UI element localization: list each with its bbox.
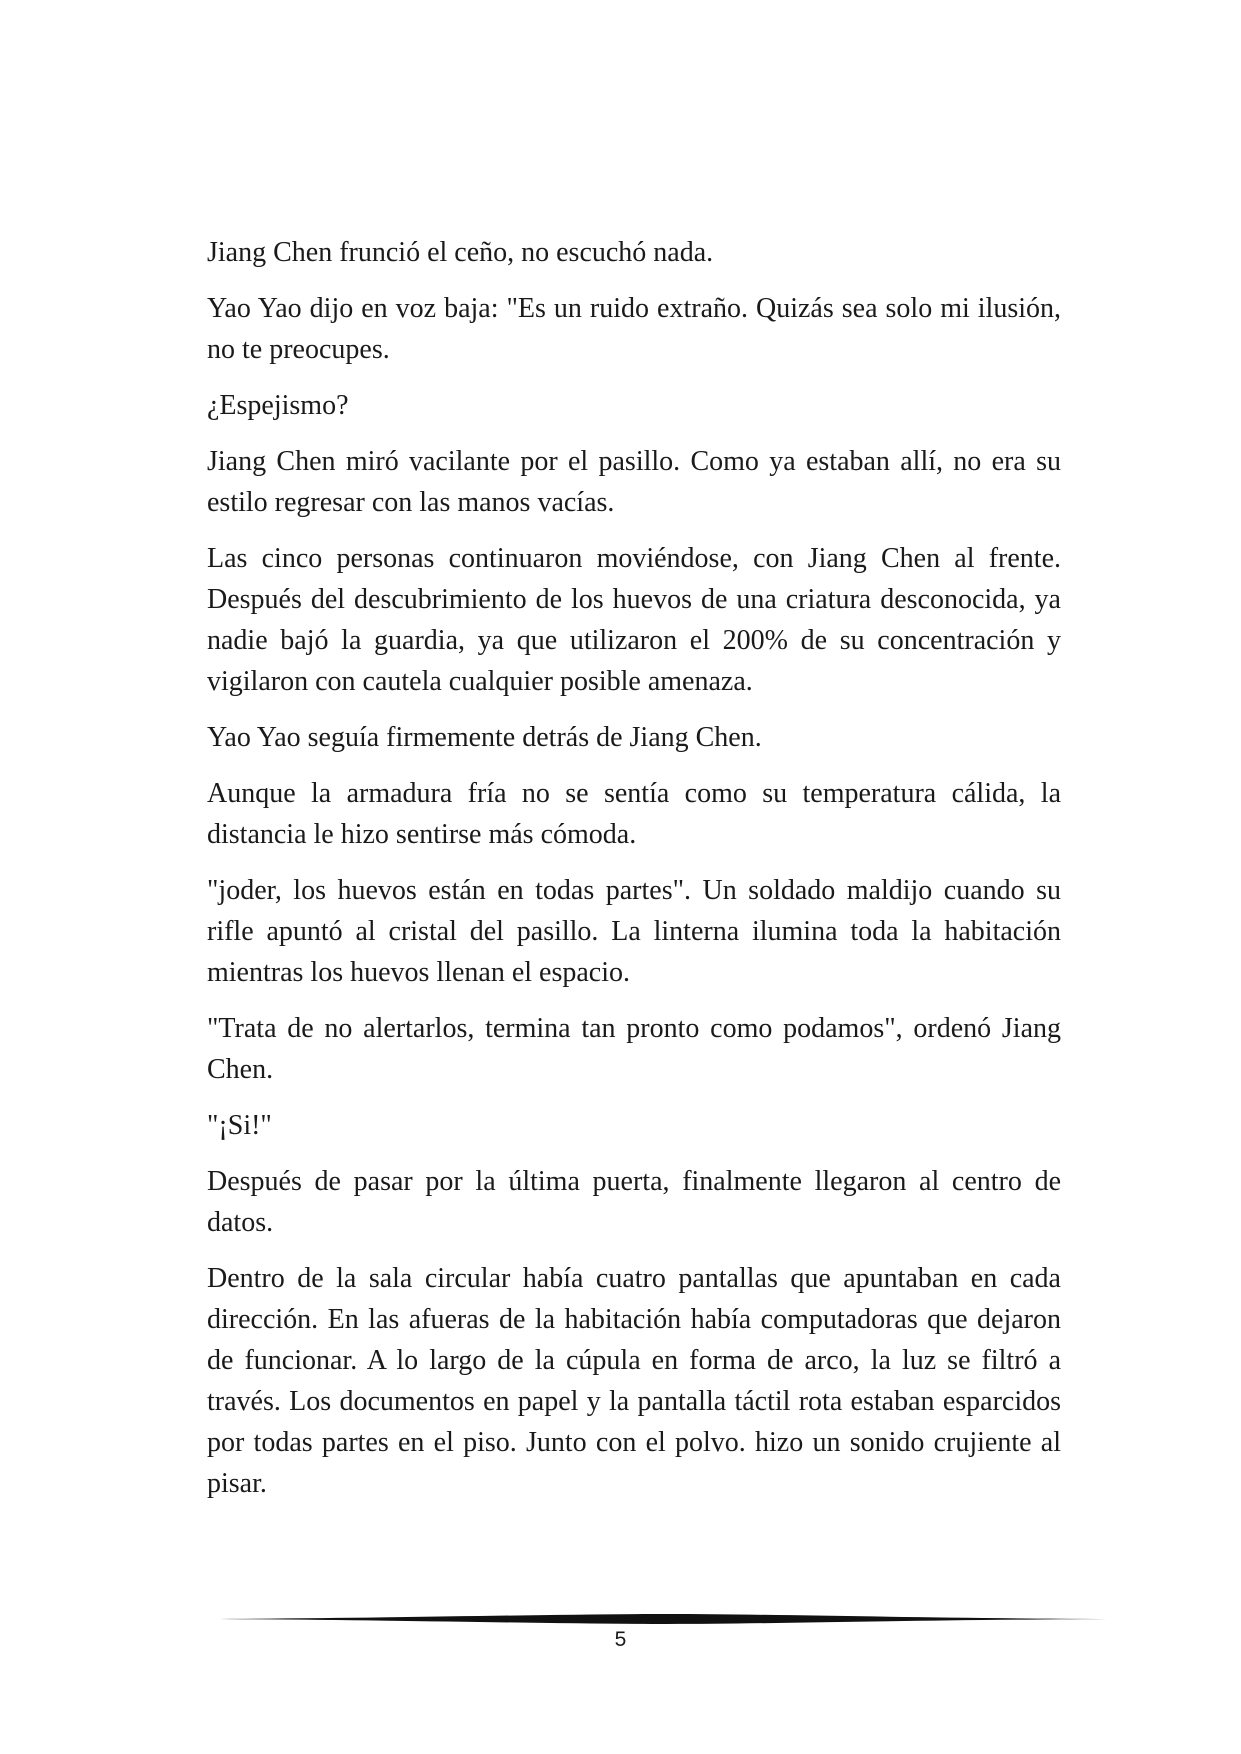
paragraph: "joder, los huevos están en todas partes". Un soldado maldijo cuando su rifle apuntó al cristal del pasillo. La linterna ilumina toda la habitación mientras los huevos llenan el espacio. bbox=[207, 875, 1061, 988]
paragraph: Dentro de la sala circular había cuatro pantallas que apuntaban en cada dirección. En las afueras de la habitación había computadoras que dejaron de funcionar. A lo largo de la cúpula en forma de arco, la luz se filtró a través. Los documentos en papel y la pantalla táctil rota estaban esparcidos por todas partes en el piso. Junto con el polvo. hizo un sonido crujiente al pisar. bbox=[207, 1263, 1061, 1499]
paragraph: Yao Yao seguía firmemente detrás de Jiang Chen. bbox=[207, 722, 762, 753]
footer-divider bbox=[207, 1612, 1107, 1626]
paragraph: Las cinco personas continuaron moviéndose, con Jiang Chen al frente. Después del descubrimiento de los huevos de una criatura desconocida, ya nadie bajó la guardia, ya que utilizaron el 200% de su concentración y vigilaron con cautela cualquier posible amenaza. bbox=[207, 543, 1061, 697]
paragraph: "Trata de no alertarlos, termina tan pronto como podamos", ordenó Jiang Chen. bbox=[207, 1013, 1061, 1085]
paragraph: Yao Yao dijo en voz baja: "Es un ruido extraño. Quizás sea solo mi ilusión, no te preocupes. bbox=[207, 293, 1061, 365]
page-number: 5 bbox=[614, 1628, 627, 1651]
paragraph: Jiang Chen frunció el ceño, no escuchó nada. bbox=[207, 237, 714, 268]
body-text bbox=[207, 232, 1061, 1519]
paragraph: ¿Espejismo? bbox=[207, 390, 349, 421]
paragraph: "¡Si!" bbox=[207, 1110, 272, 1141]
paragraph: Jiang Chen miró vacilante por el pasillo. Como ya estaban allí, no era su estilo regresar con las manos vacías. bbox=[207, 446, 1061, 518]
paragraph: Aunque la armadura fría no se sentía como su temperatura cálida, la distancia le hizo sentirse más cómoda. bbox=[207, 778, 1061, 850]
paragraph: Después de pasar por la última puerta, finalmente llegaron al centro de datos. bbox=[207, 1166, 1061, 1238]
